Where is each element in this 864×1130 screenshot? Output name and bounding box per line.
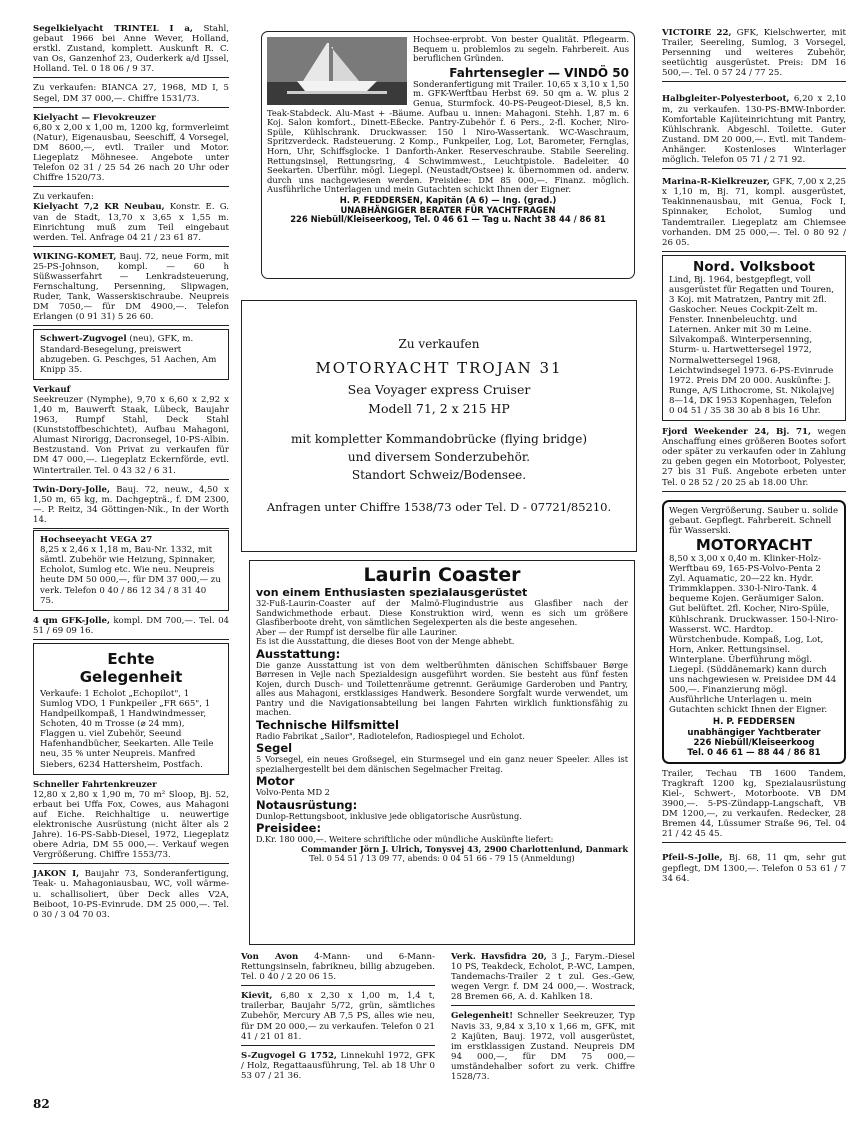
sailboat-photo: [267, 37, 407, 105]
section-text: Radio Fabrikat „Sailor", Radiotelefon, Radiospiegel und Echolot.: [256, 730, 525, 741]
ad-title: Schwert-Zugvogel: [40, 334, 127, 345]
ad-text: 12,80 x 2,80 x 1,90 m, 70 m² Sloop, Bj. 52, erbaut bei Uffa Fox, Cowes, aus Mahagoni auf Eiche. Reichhaltige u. neuwertige elektronische Ausrüstung (nicht älter als 2 Jahre). 16-PS-Sabb-Diesel, 1972, Liegeplatz obere Adria, DM 55 000,—. Verkauf wegen Vergrößerung. Chiffre 1553/73.: [33, 789, 229, 861]
ad-schneller: [33, 778, 229, 865]
ad-nymphe: [33, 383, 229, 480]
ad-text: Bauj. 72, neue Form, mit 25-PS-Johnson, kompl. — 60 h Süßwasserfahrt — Lenkradsteuerung, Fernschaltung, Persenning, Slipwagen, Ruder, Tank, Wasserskischraube. Neupreis DM 7050,— für DM 4900,—. Telefon Erlangen (0 91 31) 5 26 60.: [33, 251, 230, 323]
contact-name: H. P. FEDDERSEN: [712, 717, 796, 728]
ad-title: Hochseeyacht VEGA 27: [40, 535, 153, 546]
ad-text: 6,80 x 2,30 x 1,00 m, 1,4 t, trailerbar, Baujahr 5/72, grün, sämtliches Zubehör, Mercury AB 7,5 PS, alles wie neu, für DM 20 000,— zu verkaufen. Telefon 0 21 41 / 21 01 81.: [241, 991, 435, 1042]
ad-intro: Aber — der Rumpf ist derselbe für alle Lauriner.: [256, 626, 458, 637]
mid-bottom-left: [241, 950, 435, 1087]
ad-jakon: [33, 867, 229, 922]
ad-title: VICTOIRE 22,: [662, 28, 732, 38]
section-text: D.Kr. 180 000,—. Weitere schriftliche oder mündliche Auskünfte liefert:: [256, 834, 554, 844]
ad-avon: [241, 950, 435, 986]
contact-phone: Tel. 0 54 51 / 13 09 77, abends: 0 04 51 66 - 79 15 (Anmeldung): [309, 853, 575, 863]
contact-name: Commander Jörn J. Ulrich, Tonysvej 43, 2900 Charlottenlund, Danmark: [301, 843, 628, 854]
ad-text: Schneller Seekreuzer, Typ Navis 33, 9,84 x 3,10 x 1,66 m, GFK, mit 2 Kajüten, Bauj. 1972, voll ausgerüstet, im erstklassigen Zustand. Neupreis DM 94 000,—, für DM 75 000,— umständehalber sofort zu verk. Chiffre 1528/73.: [451, 1011, 636, 1083]
ad-kievit: [241, 989, 435, 1045]
ad-text: Linnekuhl 1972, GFK / Holz, Regattaausführung, Tel. ab 18 Uhr 0 53 07 / 21 36.: [241, 1050, 435, 1081]
ad-headline: Nord. Volksboot: [692, 258, 815, 275]
section-text: Die ganze Ausstattung ist von dem weltberühmten dänischen Schiffsbauer Børge Børresen in Vejle nach Spezialdesign ausgeführt worden. Sie besteht aus fünf festen Kojen, durch Dusch- und Toilettenräume getrennt. Geräumige Garderoben und Pantry, alles aus Mahagoni, erstklassiges Handwerk. Besondere Sorgfalt wurde verwendet, um Pantry und die Navigationsabteilung bei langen Fahrten wirklich funktionsfähig zu machen.: [256, 659, 628, 717]
ad-text: (neu), GFK, m. Standard-Besegelung, preiswert abzugeben. G. Peschges, 51 Aachen, Am Knipp 35.: [40, 334, 217, 375]
ad-title: Halbgleiter-Polyesterboot,: [662, 94, 790, 105]
ad-contact: Anfragen unter Chiffre 1538/73 oder Tel. D - 07721/85210.: [266, 500, 612, 514]
ad-text: Baujahr 73, Sonderanfertigung, Teak- u. Mahagoniausbau, WC, voll wärme- u. schallisoliert, über Deck alles V2A, Beiboot, 10-PS-Evinrude. DM 25 000,—. Tel. 0 30 / 3 04 70 03.: [33, 869, 229, 920]
ad-vega: [33, 530, 229, 611]
ad-text: 8,25 x 2,46 x 1,18 m, Bau-Nr. 1332, mit sämtl. Zubehör wie Heizung, Spinnaker, Echolot, Sumlog etc. Wie neu. Neupreis heute DM 50 000,—, für DM 37 000,— zu verk. Telefon 0 40 / 86 12 34 / 8 31 40 75.: [40, 545, 221, 606]
ad-title: JAKON I,: [33, 869, 80, 880]
ad-line: Sea Voyager express Cruiser: [347, 382, 531, 397]
ad-text: Sonderanfertigung mit Trailer. 10,65 x 3,10 x 1,50 m. GFK-Werftbau Herbst 69. 50 qm a. W. plus 2 Genua, Sturmfock. 40-PS-Peugeot-Diesel, 8,5 kn. Teak-Stabdeck. Alu-Mast + -Bäume. Aufbau u. innen: Mahagoni. Stehh. 1,87 m. 6 Koj. Salon komfort., Dinett-Eßecke. Pantry-Zubehör f. 6 Pers., 2-fl. Kocher, Niro-Spüle, Kühlschrank. Druckwasser. 150 l Niro-Wassertank. WC-Waschraum, Spritzverdeck. Radsteuerung. 2 Komp., Funkpeiler, Log, Lot, Barometer, Fernglas, Horn, Uhr, Schiffsglocke. 1 Danforth-Anker. Reserveschraube. Stabile Seereling. Rettungsinsel, Rettungsring, 4 Schwimmwest., Leuchtpistole. Badeleiter. 40 Seekarten. Überführ. mögl. Liegepl. (Neustadt/Ostsee) k. übernommen od. anderw. durch uns nachgewiesen werden. Preisidee: DM 85 000,—. Finanz. möglich. Ausführliche Unterlagen und mein Gutachten schickt Ihnen der Eigner.: [267, 78, 629, 195]
sailboat-image-icon: [267, 37, 407, 105]
ad-trojan: [241, 300, 637, 552]
ad-text: 4-Mann- und 6-Mann-Rettungsinseln, fabrikneu, billig abzugeben. Tel. 0 40 / 2 20 06 15.: [241, 952, 435, 983]
ad-intro: Hochsee-erprobt. Von bester Qualität. Pflegearm. Bequem u. problemlos zu segeln. Fahrbereit. Aus beruflichen Gründen.: [413, 34, 629, 64]
ad-title: 4 qm GFK-Jolle,: [33, 615, 110, 626]
ad-title: Kielyacht 7,2 KR Neubau,: [33, 202, 165, 213]
ad-text: Zu verkaufen: BIANCA 27, 1968, MD I, 5 Segel, DM 37 000,—. Chiffre 1531/73.: [33, 83, 229, 104]
ad-trintel: [33, 22, 229, 78]
ad-intro: 32-Fuß-Laurin-Coaster auf der Malmö-Flugindustrie aus Glasfiber nach der Sandwichmethode erbaut. Diese Konstruktion wird, wenn es sich um größere Glasfiberboote dreht, von sämtlichen Segelexperten als die beste angesehen.: [256, 598, 628, 627]
ad-line: und diversem Sonderzubehör.: [347, 450, 531, 464]
ad-text: 6,80 x 2,00 x 1,00 m, 1200 kg, formverleimt (Natur), Eigenausbau, Seeschiff, 4 Vorsegel, DM 8600,—, evtl. Trailer und Motor. Liegeplatz Möhnesee. Angebote unter Telefon 02 31 / 25 54 26 nach 20 Uhr oder Chiffre 1520/73.: [33, 122, 229, 184]
ad-twindory: [33, 483, 229, 529]
contact-title: unabhängiger Yachtberater: [687, 727, 821, 738]
contact-phone: Tel. 0 46 61 — 88 44 / 86 81: [687, 747, 821, 758]
ad-title: Segelkielyacht TRINTEL I a,: [33, 24, 193, 34]
section-heading: Preisidee:: [256, 821, 322, 835]
ad-pre: Zu verkaufen: [398, 337, 480, 351]
ad-title: WIKING-KOMET,: [33, 251, 117, 262]
ad-vindoe: [261, 31, 635, 279]
ad-bianca: [33, 81, 229, 107]
mid-bottom-right: [451, 950, 635, 1088]
contact-phone: 226 Niebüll/Kleiseerkoog, Tel. 0 46 61 — Tag u. Nacht 38 44 / 86 81: [290, 214, 606, 225]
ad-subhead: von einem Enthusiasten spezialausgerüstet: [256, 586, 528, 599]
ad-text: Bj. 68, 11 qm, sehr gut gepflegt, DM 1300,—. Telefon 0 53 61 / 7 34 64.: [662, 853, 847, 884]
ad-line: Modell 71, 2 x 215 HP: [368, 401, 510, 416]
ad-trailer: [662, 767, 846, 844]
ad-headline: Laurin Coaster: [363, 564, 521, 586]
ad-headline: Fahrtensegler — VINDÖ 50: [449, 65, 629, 80]
ad-pre: Zu verkaufen:: [33, 192, 94, 203]
ad-kielyacht72: [33, 190, 229, 246]
ad-victoire: [662, 26, 846, 82]
ad-text: 8,50 x 3,00 x 0,40 m. Klinker-Holz-Werftbau 69, 165-PS-Volvo-Penta 2 Zyl. Aquamatic, 20—22 kn. Hydr. Trimmklappen. 330-l-Niro-Tank. 4 bequeme Kojen. Geräumiger Salon. Gut belüftet. 2fl. Kocher, Niro-Spüle, Kühlschrank. Druckwasser. 150-l-Niro-Wasserst. WC. Hardtop. Würstchenbude. Kompaß, Log, Lot, Horn, Anker. Rettungsinsel. Winterplane. Überführung mögl. Liegepl. (Süddänemark) kann durch uns nachgewiesen w. Preisidee DM 44 500,—. Finanzierung mögl. Ausführliche Unterlagen u. mein Gutachten schickt Ihnen der Eigner.: [669, 553, 839, 716]
ad-text: Seekreuzer (Nymphe), 9,70 x 6,60 x 2,92 x 1,40 m, Bauwerft Staak, Lübeck, Baujahr 1963, Rumpf Stahl, Deck Stahl (Kunststoffbeschichtet), Aufbau Mahagoni, Alumast Nirorigg, Dacronsegel, 10-PS-Albin. Bestzustand. Von Privat zu verkaufen für DM 47 000,—. Liegeplatz Eckernförde, evtl. Wintertrailer. Tel. 0 43 32 / 6 31.: [33, 394, 229, 476]
ad-line: mit kompletter Kommandobrücke (flying bridge): [290, 432, 588, 446]
ad-marina: [662, 175, 846, 252]
ad-intro: Es ist die Ausstattung, die dieses Boot von der Menge abhebt.: [256, 636, 515, 646]
ad-title: Kievit,: [241, 991, 273, 1002]
ad-zugvogel: [33, 329, 229, 379]
ad-nord-volksboot: [662, 255, 846, 421]
ad-wiking: [33, 250, 229, 327]
ad-text: Stahl, gebaut 1966 bei Anne Wever, Holland, erstkl. Zustand, komplett. Auskunft R. C. van Os, Ganzenhof 23, Ouderkerk a/d IJssel, Holland. Tel. 0 18 06 / 9 37.: [33, 24, 229, 75]
ad-title: Marina-R-Kielkreuzer,: [662, 177, 770, 188]
ad-title: Verkauf: [33, 384, 71, 395]
ad-gfkjolle: [33, 614, 229, 640]
section-heading: Technische Hilfsmittel: [256, 717, 399, 732]
right-column: [662, 26, 846, 890]
ad-title: Twin-Dory-Jolle,: [33, 484, 110, 495]
ad-echte-gelegenheit: [33, 643, 229, 775]
section-heading: Ausstattung:: [256, 646, 341, 661]
ad-title: Schneller Fahrtenkreuzer: [33, 779, 157, 790]
ad-text: Konstr. E. G. van de Stadt, 13,70 x 3,65 x 1,55 m. Einrichtung muß zum Teil eingebaut werden. Tel. Anfrage 04 21 / 23 61 87.: [33, 202, 229, 243]
ad-text: Verkaufe: 1 Echolot „Echopilot", 1 Sumlog VDO, 1 Funkpeiler „FR 665", 1 Handpeilkompaß, 1 Handwindmesser, Schoten, 40 m Trosse (⌀ 24 mm), Flaggen u. viel Zubehör, Seeund Hafenhandbücher, Seekarten. Alle Teile neu, 35 % unter Neupreis. Manfred Siebers, 6234 Hattersheim, Postfach.: [40, 688, 214, 770]
section-heading: Notausrüstung:: [256, 797, 358, 812]
contact-address: 226 Niebüll/Kleiseerkoog: [693, 737, 815, 748]
ad-text: wegen Anschaffung eines größeren Bootes sofort oder später zu verkaufen oder in Zahlung zu geben gegen ein Motorboot, Polyester, 27 bis 31 Fuß. Angebote erbeten unter Tel. 0 28 52 / 20 25 ab 18.00 Uhr.: [662, 427, 846, 488]
ad-headline: MOTORYACHT TROJAN 31: [315, 359, 563, 377]
ad-intro: Wegen Vergrößerung. Sauber u. solide gebaut. Gepflegt. Fahrbereit. Schnell für Wasserski.: [669, 505, 839, 536]
section-text: Volvo-Penta MD 2: [256, 787, 330, 797]
section-heading: Motor: [256, 774, 295, 788]
ad-text: Lind, Bj. 1964, bestgepflegt, voll ausgerüstet für Regatten und Touren, 3 Koj. mit Matratzen, Pantry mit 2fl. Gaskocher. Neues Cockpit-Zelt m. Fenster. Innenbeleuchtg. und Laternen. Anker mit 30 m Leine. Silvakompaß. Winterpersenning, Sturm- u. Hartwettersegel 1972, Normalwettersegel 1968, Leichtwindsegel 1973. 6-PS-Evinrude 1972. Preis DM 20 000. Auskünfte: J. Runge, A/S Lithocrome, St. Nikolajvej 8—14, DK 1953 Kopenhagen, Telefon 0 04 51 / 35 38 30 ab 8 bis 16 Uhr.: [669, 274, 835, 416]
contact-title: UNABHÄNGIGER BERATER FÜR YACHTFRAGEN: [340, 204, 556, 215]
ad-havsfidra: [451, 950, 635, 1006]
section-heading: Segel: [256, 741, 293, 755]
ad-title: Fjord Weekender 24, Bj. 71,: [662, 427, 811, 438]
ad-text: GFK, Kielschwerter, mit Trailer, Seereling, Sumlog, 3 Vorsegel, Persenning und weiteres Zubehör, seetüchtig ausgerüstet. Preis: DM 16 500,—. Tel. 0 57 24 / 77 25.: [662, 28, 846, 79]
ad-title: Gelegenheit!: [451, 1011, 513, 1022]
contact-name: H. P. FEDDERSEN, Kapitän (A 6) — Ing. (grad.): [339, 194, 557, 205]
ad-line: Standort Schweiz/Bodensee.: [351, 468, 527, 482]
ad-headline: Gelegenheit: [79, 667, 183, 686]
ad-laurin: [249, 560, 635, 945]
section-text: 5 Vorsegel, ein neues Großsegel, ein Sturmsegel und ein ganz neuer Speeler. Alles ist spezialhergestellt bei dem dänischen Segelmacher Freitag.: [256, 754, 628, 774]
ad-gelegenheit: [451, 1009, 635, 1085]
ad-title: Kielyacht — Flevokreuzer: [33, 112, 156, 123]
section-text: Dunlop-Rettungsboot, inklusive jede obligatorische Ausrüstung.: [256, 810, 522, 821]
ad-motoryacht: [662, 500, 846, 764]
ad-pfeil: [662, 851, 846, 886]
ad-szugvogel: [241, 1049, 435, 1084]
ad-halbgleiter: [662, 92, 846, 169]
ad-headline: Echte: [107, 649, 155, 668]
ad-text: Trailer, Techau TB 1600 Tandem, Tragkraft 1200 kg, Spezialausrüstung Kiel-, Schwert-, Motorboote. VB DM 3900,—. 5-PS-Zündapp-Langschaft, VB DM 1200,—, zu verkaufen. Redecker, 28 Bremen 44, Lüssumer Straße 96, Tel. 04 21 / 42 45 45.: [662, 768, 846, 840]
ad-text: kompl. DM 700,—. Tel. 04 51 / 69 09 16.: [33, 615, 230, 636]
ad-text: 6,20 x 2,10 m, zu verkaufen. 130-PS-BMW-Inborder. Komfortable Kajüteinrichtung mit Pantry, Kühlschrank. Abgeschl. Toilette. Guter Zustand. DM 20 000,—. Evtl. mit Tandem-Anhänger. Kostenloses Winterlager möglich. Telefon 05 71 / 2 71 92.: [662, 94, 846, 166]
ad-text: GFK, 7,00 x 2,25 x 1,10 m, Bj. 71, kompl. ausgerüstet, Teakinnenausbau, mit Genua, Fock I, Spinnaker, Echolot, Sumlog und Tandemtrailer. Liegeplatz am Chiemsee vorhanden. DM 25 000,—. Tel. 0 80 92 / 26 05.: [662, 177, 847, 248]
ad-flevo: [33, 111, 229, 188]
ad-text: Bauj. 72, neuw., 4,50 x 1,50 m, 65 kg, m. Dachgepträ., f. DM 2300,—. P. Reitz, 34 Göttingen-Nik., In der Worth 14.: [33, 484, 230, 525]
ad-text: 3 J., Farym.-Diesel 10 PS, Teakdeck, Echolot, P.-WC, Lampen, Tandemachs-Trailer 2 t zul. Ges.-Gew, wegen Vergr. f. DM 24 000,—. Wostrack, 28 Bremen 66, A. d. Kahlken 18.: [451, 952, 635, 1003]
ad-fjord: [662, 425, 846, 492]
ad-title: S-Zugvogel G 1752,: [241, 1050, 337, 1061]
ad-title: Pfeil-S-Jolle,: [662, 853, 723, 864]
ad-title: Von Avon: [241, 952, 299, 962]
page-number: 82: [33, 1097, 50, 1111]
ad-headline: MOTORYACHT: [695, 535, 813, 554]
ad-title: Verk. Havsfidra 20,: [451, 952, 547, 962]
left-column: [33, 22, 229, 926]
